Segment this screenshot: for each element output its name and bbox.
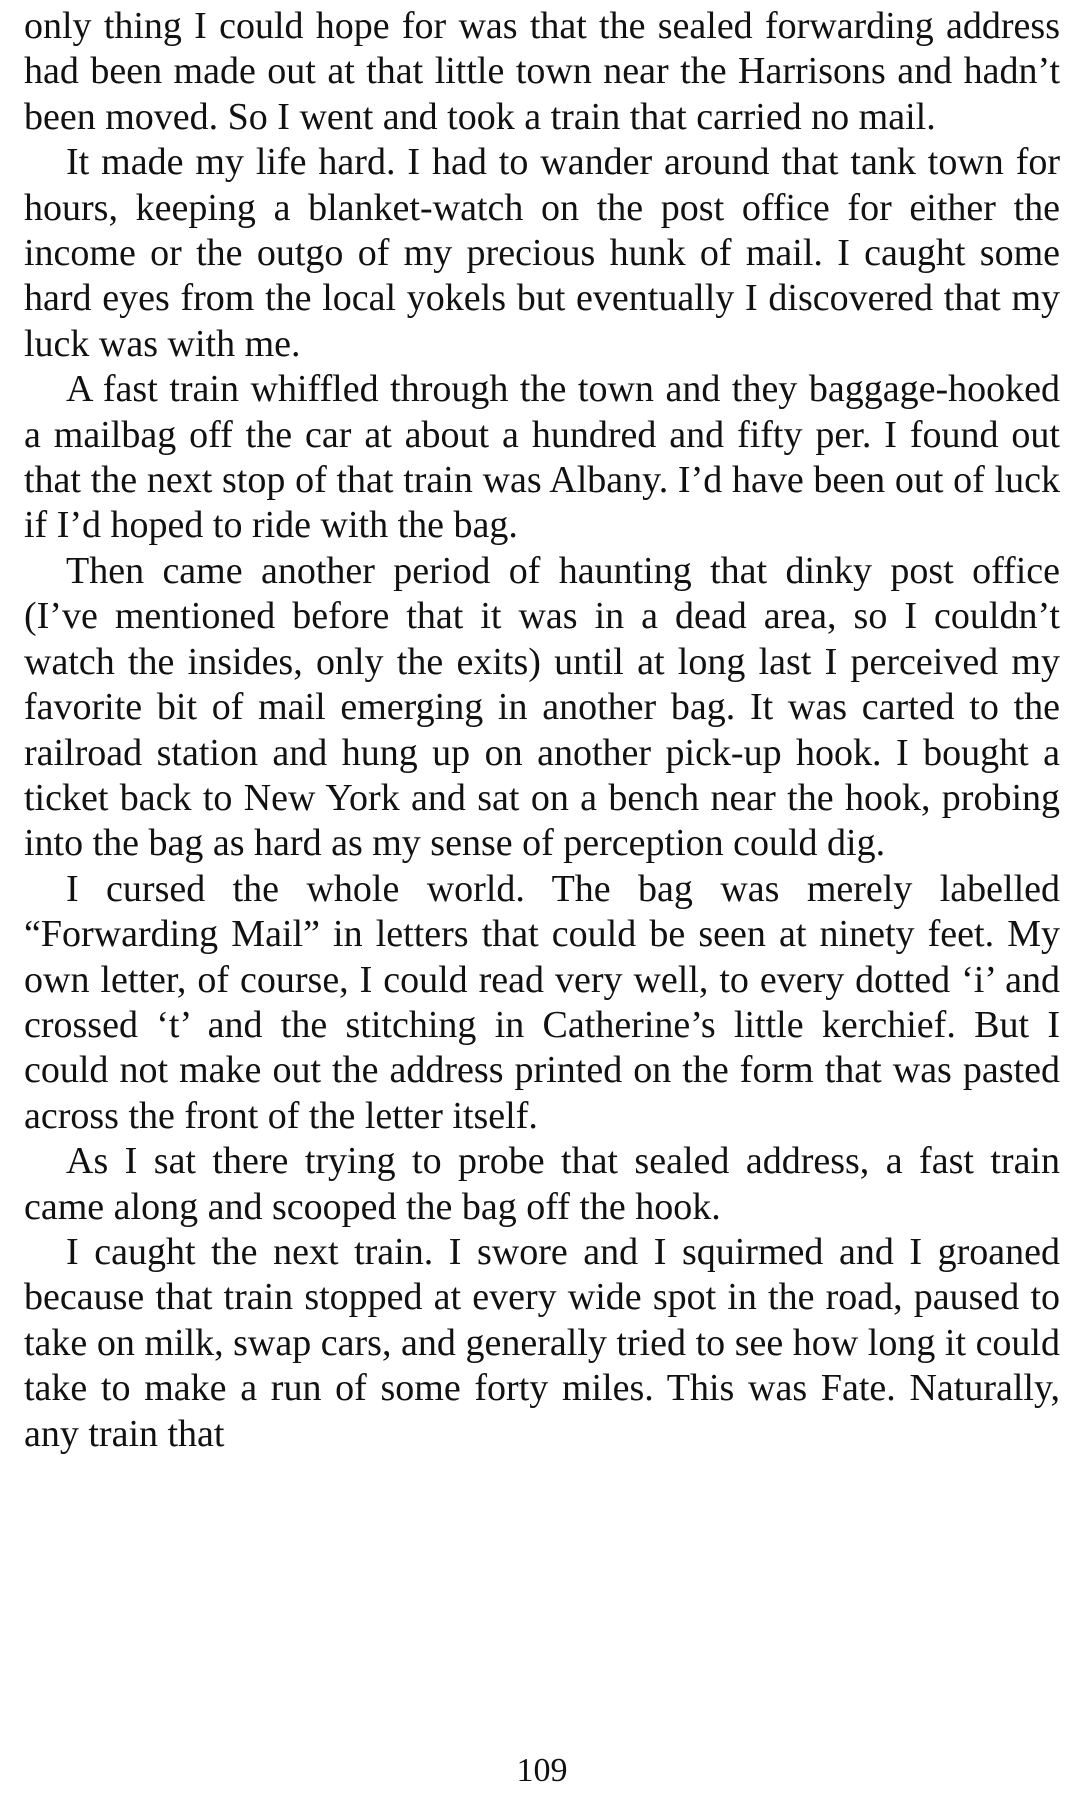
paragraph-2: It made my life hard. I had to wander around that tank town for hours, keeping a blanket-watch on the post office for either the income or the outgo of my precious hunk of mail. I caught some hard eyes from the local yokels but eventually I discovered that my luck was with me. [24,141,1060,365]
book-page [24,4,1060,1801]
paragraph-1: only thing I could hope for was that the sealed forwarding address had been made out at that little town near the Harrisons and hadn’t been moved. So I went and took a train that carried no mail. [24,5,1060,138]
paragraph-3: A fast train whiffled through the town and they baggage-hooked a mailbag off the car at about a hundred and fifty per. I found out that the next stop of that train was Albany. I’d have been out of luck if I’d hoped to ride with the bag. [24,368,1060,547]
paragraph-7: I caught the next train. I swore and I squirmed and I groaned because that train stopped at every wide spot in the road, paused to take on milk, swap cars, and generally tried to see how long it could take to make a run of some forty miles. This was Fate. Naturally, any train that [24,1230,1060,1455]
page-number: 109 [516,1751,568,1789]
paragraph-4: Then came another period of haunting that dinky post office (I’ve mentioned before that it was in a dead area, so I couldn’t watch the insides, only the exits) until at long last I perceived my favorite bit of mail emerging in another bag. It was carted to the railroad station and hung up on another pick-up hook. I bought a ticket back to New York and sat on a bench near the hook, probing into the bag as hard as my sense of perception could dig. [24,549,1060,865]
paragraph-5: I cursed the whole world. The bag was merely labelled “Forwarding Mail” in letters that could be seen at ninety feet. My own letter, of course, I could read very well, to every dotted ‘i’ and crossed ‘t’ and the stitching in Catherine’s little kerchief. But I could not make out the address printed on the form that was pasted across the front of the letter itself. [24,867,1060,1137]
paragraph-6: As I sat there trying to probe that sealed address, a fast train came along and scooped the bag off the hook. [24,1140,1060,1228]
